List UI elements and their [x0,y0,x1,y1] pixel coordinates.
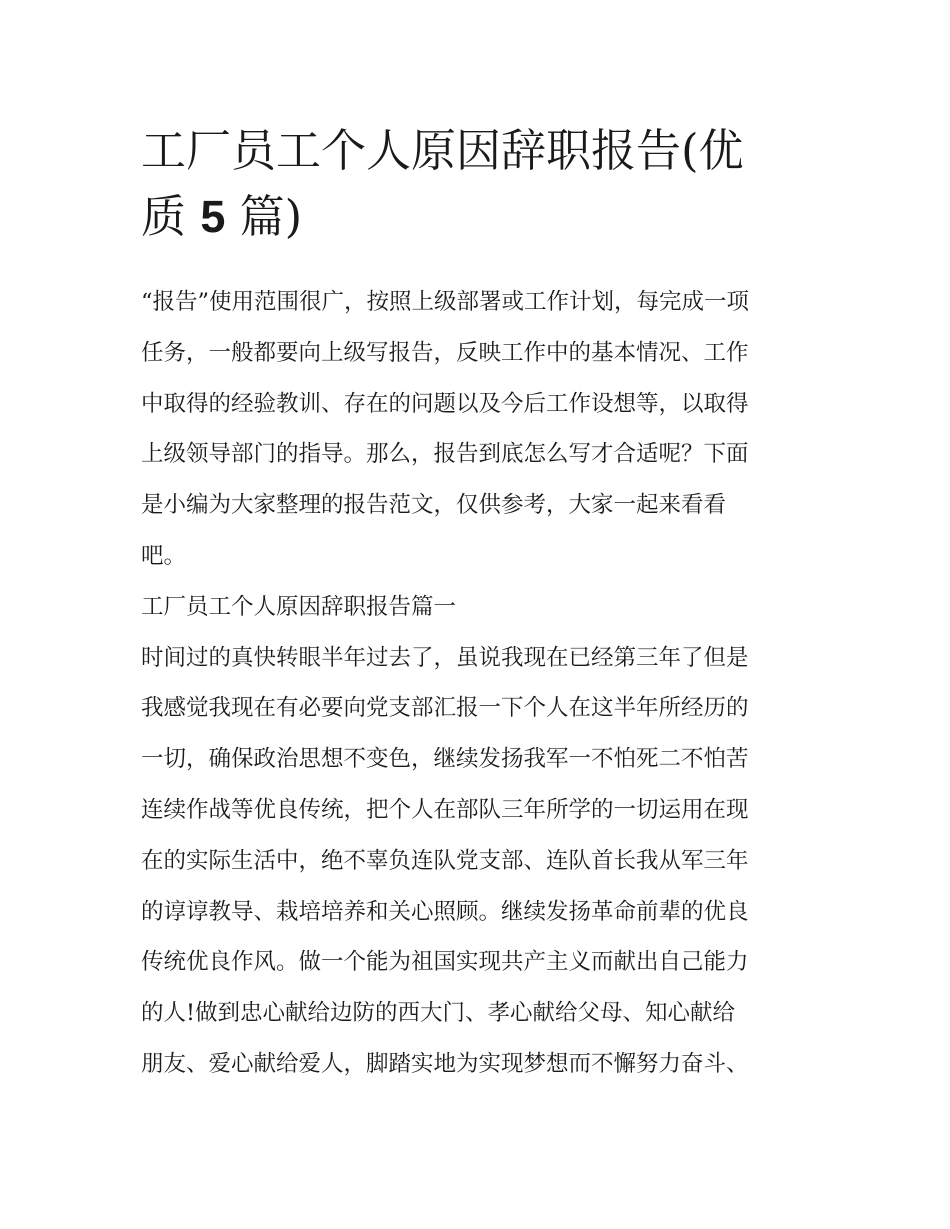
body-line: 的谆谆教导、栽培培养和关心照顾。继续发扬革命前辈的优良 [141,898,749,925]
intro-line: 任务，一般都要向上级写报告，反映工作中的基本情况、工作 [141,339,749,366]
title-line-2-part-c: 篇) [239,190,303,243]
title-line-2 [141,184,813,250]
body-paragraph [141,633,813,1090]
body-line: 传统优良作风。做一个能为祖国实现共产主义而献出自己能力 [141,949,749,976]
body-line: 我感觉我现在有必要向党支部汇报一下个人在这半年所经历的 [141,695,749,722]
intro-line: 上级领导部门的指导。那么，报告到底怎么写才合适呢？下面 [141,441,749,468]
title-line-2-part-a: 质 [141,190,187,243]
body-line: 连续作战等优良传统，把个人在部队三年所学的一切运用在现 [141,796,749,823]
document-title [141,118,813,250]
body-line: 的人!做到忠心献给边防的西大门、孝心献给父母、知心献给 [141,1000,736,1027]
intro-line: 是小编为大家整理的报告范文，仅供参考，大家一起来看看 [141,492,727,519]
body-line: 朋友、爱心献给爱人，脚踏实地为实现梦想而不懈努力奋斗、 [141,1050,749,1077]
document-page [141,118,813,1090]
intro-line: 吧。 [141,542,187,569]
title-line-1: 工厂员工个人原因辞职报告(优 [141,124,744,177]
body-line: 在的实际生活中，绝不辜负连队党支部、连队首长我从军三年 [141,847,749,874]
body-line: 一切，确保政治思想不变色，继续发扬我军一不怕死二不怕苦 [141,746,749,773]
intro-line: “报告”使用范围很广，按照上级部署或工作计划，每完成一项 [141,289,750,315]
title-line-2-number: 5 [200,191,226,242]
section-heading: 工厂员工个人原因辞职报告篇一 [141,593,457,620]
intro-paragraph [141,277,813,582]
intro-line: 中取得的经验教训、存在的问题以及今后工作设想等，以取得 [141,390,749,417]
body-line: 时间过的真快转眼半年过去了，虽说我现在已经第三年了但是 [141,644,749,671]
